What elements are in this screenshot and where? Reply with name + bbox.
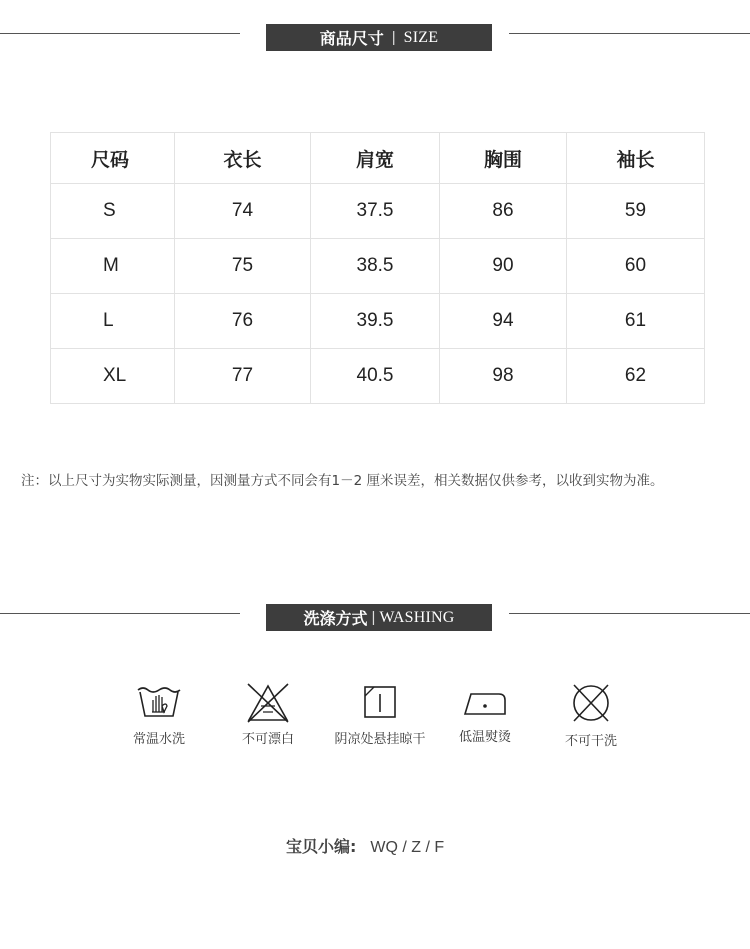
editor-value: WQ / Z / F [370,839,445,856]
cell-sleeve: 62 [567,349,705,404]
cell-size: L [51,294,175,349]
cell-shoulder: 37.5 [311,184,440,239]
cell-shoulder: 40.5 [311,349,440,404]
cell-chest: 86 [440,184,567,239]
care-item-hand-wash [109,682,209,747]
header-length: 衣长 [175,133,311,184]
cell-size: M [51,239,175,294]
no-dry-clean-icon [569,682,613,724]
header-sleeve: 袖长 [567,133,705,184]
care-item-no-dry-clean [541,682,641,749]
cell-sleeve: 59 [567,184,705,239]
size-table [50,132,705,404]
cell-shoulder: 39.5 [311,294,440,349]
size-title-cn: 商品尺寸 [319,29,384,48]
cell-sleeve: 61 [567,294,705,349]
table-row [51,294,705,349]
washing-title-separator: | [371,609,376,626]
table-row [51,239,705,294]
header-size: 尺码 [51,133,175,184]
header-chest: 胸围 [440,133,567,184]
care-label-hand-wash: 常温水洗 [132,732,185,747]
editor-credit [286,834,444,857]
size-rule-left [0,33,240,34]
hand-wash-icon [135,682,183,720]
cell-size: XL [51,349,175,404]
size-title-en: SIZE [403,28,439,46]
cell-length: 75 [175,239,311,294]
measurement-note: 注：以上尺寸为实物实际测量，因测量方式不同会有1－2 厘米误差，相关数据仅供参考，以收到实物为准。 [21,473,664,489]
cell-length: 74 [175,184,311,239]
care-item-line-dry-shade [330,684,430,747]
table-row [51,349,705,404]
washing-title-en: WASHING [379,608,455,626]
size-table-header-row [51,133,705,184]
care-label-low-iron: 低温熨烫 [458,730,511,745]
cell-sleeve: 60 [567,239,705,294]
washing-rule-left [0,613,240,614]
care-label-no-dry-clean: 不可干洗 [564,734,617,749]
care-item-no-bleach [218,682,318,747]
care-item-low-iron [435,686,535,745]
cell-chest: 98 [440,349,567,404]
cell-length: 76 [175,294,311,349]
cell-chest: 94 [440,294,567,349]
low-iron-icon [461,686,509,718]
care-label-no-bleach: 不可漂白 [241,732,294,747]
header-shoulder: 肩宽 [311,133,440,184]
size-rule-right [509,33,750,34]
cell-length: 77 [175,349,311,404]
line-dry-shade-icon [362,684,398,720]
no-bleach-icon [245,682,291,724]
table-row [51,184,705,239]
washing-rule-right [509,613,750,614]
washing-title-cn: 洗涤方式 [303,609,368,628]
cell-shoulder: 38.5 [311,239,440,294]
washing-section-banner [266,604,492,631]
editor-label: 宝贝小编: [286,837,357,856]
care-label-line-dry-shade: 阴凉处悬挂晾干 [334,732,426,747]
size-section-banner [266,24,492,51]
cell-size: S [51,184,175,239]
size-title-separator: | [391,29,396,46]
cell-chest: 90 [440,239,567,294]
